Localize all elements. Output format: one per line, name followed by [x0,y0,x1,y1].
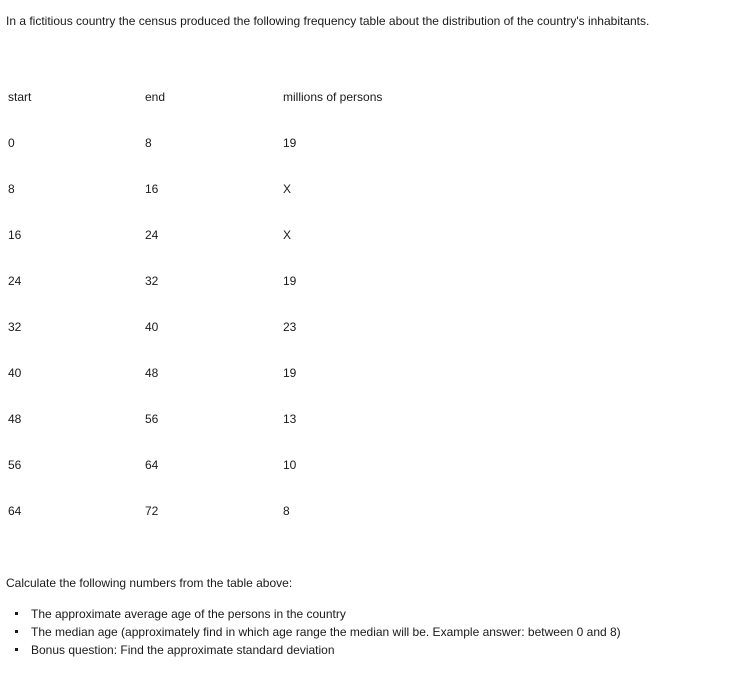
cell-end: 64 [145,458,159,472]
list-item [6,624,621,642]
table-row [0,488,560,534]
frequency-table [0,74,560,534]
bullet-icon [15,612,18,615]
table-row [0,120,560,166]
table-row [0,212,560,258]
cell-millions: 19 [283,274,297,288]
cell-start: 32 [8,320,22,334]
cell-end: 32 [145,274,159,288]
table-row [0,350,560,396]
cell-end: 8 [145,136,152,150]
bullet-icon [15,648,18,651]
cell-millions: X [283,182,292,196]
task-list [6,606,621,660]
cell-millions: 13 [283,412,297,426]
cell-start: 56 [8,458,22,472]
question-text: Calculate the following numbers from the table above: [6,576,293,590]
cell-millions: X [283,228,292,242]
bullet-icon [15,630,18,633]
cell-millions: 19 [283,366,297,380]
cell-start: 0 [8,136,15,150]
cell-start: 40 [8,366,22,380]
cell-millions: 8 [283,504,290,518]
cell-start: 48 [8,412,22,426]
table-row [0,442,560,488]
task-text: The median age (approximately find in which age range the median will be. Example answer: between 0 and 8) [31,625,621,639]
table-row [0,396,560,442]
cell-millions: 10 [283,458,297,472]
header-start: start [8,90,32,104]
cell-start: 64 [8,504,22,518]
cell-millions: 19 [283,136,297,150]
intro-text: In a fictitious country the census produced the following frequency table about the distribution of the country's inhabitants. [6,14,650,28]
cell-start: 16 [8,228,22,242]
table-row [0,166,560,212]
task-text: Bonus question: Find the approximate standard deviation [31,643,335,657]
cell-end: 16 [145,182,159,196]
cell-end: 40 [145,320,159,334]
list-item [6,642,621,660]
header-millions: millions of persons [283,90,383,104]
cell-start: 8 [8,182,15,196]
header-end: end [145,90,166,104]
cell-millions: 23 [283,320,297,334]
cell-end: 24 [145,228,159,242]
list-item [6,606,621,624]
cell-end: 56 [145,412,159,426]
cell-end: 48 [145,366,159,380]
table-header-row [0,74,560,120]
table-row [0,258,560,304]
table-row [0,304,560,350]
cell-start: 24 [8,274,22,288]
cell-end: 72 [145,504,159,518]
task-text: The approximate average age of the persons in the country [31,607,346,621]
